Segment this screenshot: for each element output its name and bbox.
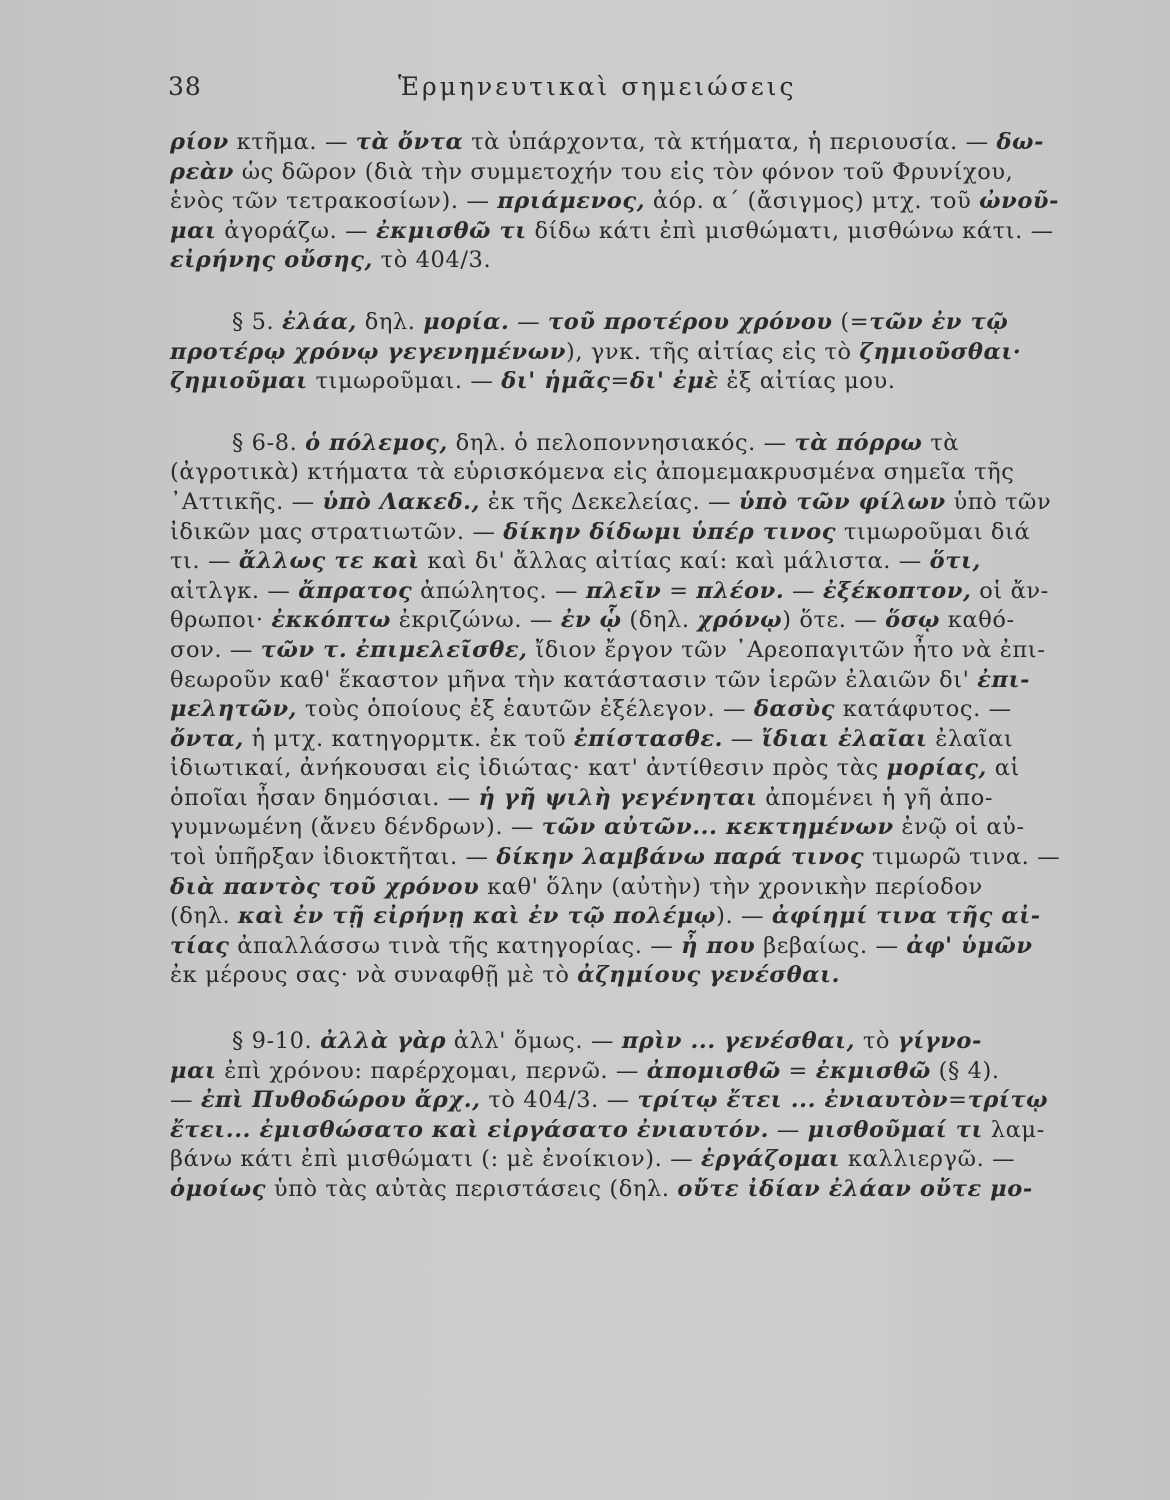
lemma: πλεῖν xyxy=(585,577,662,604)
lemma: ἐν ᾧ xyxy=(560,607,622,634)
lemma: ἔτει... ἐμισθώσατο καὶ εἰργάσατο ἐνιαυτόν. xyxy=(170,1116,770,1143)
lemma: ἀφ' ὑμῶν xyxy=(906,932,1033,959)
lemma: ἀφίημί τινα τῆς αἰ- xyxy=(771,903,1041,930)
running-title: Ἑρμηνευτικαὶ σημειώσεις xyxy=(398,72,797,101)
lemma: μορία. xyxy=(423,308,510,335)
text-line: § 5. ἐλάα, δηλ. μορία. — τοῦ προτέρου χρόνου (=τῶν ἐν τῷ xyxy=(232,308,1009,335)
lemma: μορίας, xyxy=(886,755,987,782)
lemma: ὅτι, xyxy=(929,548,981,575)
text-line: ὁμοίως ὑπὸ τὰς αὐτὰς περιστάσεις (δηλ. οὔτε ἰδίαν ἐλάαν οὔτε μο- xyxy=(170,1176,1033,1202)
lemma: ἐπὶ Πυθοδώρου ἄρχ., xyxy=(200,1087,481,1114)
page-header xyxy=(168,72,838,112)
lemma: μισθοῦμαί τι xyxy=(807,1116,983,1143)
text-line: § 6-8. ὁ πόλεμος, δηλ. ὁ πελοποννησιακός. — τὰ πόρρω τὰ xyxy=(232,429,960,456)
lemma: πρὶν ... γενέσθαι, xyxy=(621,1028,856,1055)
lemma: δω- xyxy=(996,129,1045,155)
lemma: ἐκμισθῶ xyxy=(815,1057,931,1084)
text-line: θρωποι· ἐκκόπτω ἐκριζώνω. — ἐν ᾧ (δηλ. χρόνῳ) ὅτε. — ὅσῳ καθό- xyxy=(170,607,1015,634)
lemma: ρεὰν xyxy=(170,158,234,185)
paragraph-section-5 xyxy=(170,308,1120,397)
text-line: ρίον κτῆμα. — τὰ ὄντα τὰ ὑπάρχοντα, τὰ κτήματα, ἡ περιουσία. — δω- xyxy=(170,129,1045,155)
lemma: οὔτε ἰδίαν ἐλάαν οὔτε μο- xyxy=(677,1176,1033,1202)
lemma: ρίον xyxy=(170,129,229,155)
lemma: διὰ παντὸς τοῦ χρόνου xyxy=(170,873,480,900)
lemma: ὑπὸ Λακεδ., xyxy=(322,488,481,515)
text-line: ζημιοῦμαι τιμωροῦμαι. — δι' ἡμᾶς=δι' ἐμὲ ἐξ αἰτίας μου. xyxy=(170,368,896,395)
lemma: γίγνο- xyxy=(897,1028,982,1055)
lemma: χρόνῳ xyxy=(697,607,783,634)
lemma: ἐλάα, xyxy=(282,308,357,335)
text-line: τίας ἀπαλλάσσω τινὰ τῆς κατηγορίας. — ἦ που βεβαίως. — ἀφ' ὑμῶν xyxy=(170,932,1033,959)
paragraph-continuation xyxy=(170,128,1120,276)
lemma: τρίτῳ xyxy=(967,1087,1049,1114)
paragraph-section-6-8 xyxy=(170,429,1120,991)
lemma: ὅσῳ xyxy=(885,607,940,634)
text-line: θεωροῦν καθ' ἕκαστον μῆνα τὴν κατάστασιν τῶν ἱερῶν ἐλαιῶν δι' ἐπι- xyxy=(170,666,1031,693)
text-line: ἰδικῶν μας στρατιωτῶν. — δίκην δίδωμι ὑπέρ τινος τιμωροῦμαι διά xyxy=(170,518,1031,545)
lemma: ἀλλὰ γὰρ xyxy=(320,1028,447,1055)
text-line: (ἀγροτικὰ) κτήματα τὰ εὑρισκόμενα εἰς ἀπομεμακρυσμένα σημεῖα τῆς xyxy=(170,459,1015,486)
lemma: δίκην δίδωμι ὑπέρ τινος xyxy=(503,518,837,545)
paragraph-section-9-10 xyxy=(170,1027,1120,1205)
text-line: ἐκ μέρους σας· νὰ συναφθῇ μὲ τὸ ἀζημίους γενέσθαι. xyxy=(170,962,841,989)
text-line: βάνω κάτι ἐπὶ μισθώματι (: μὲ ἐνοίκιον). — ἐργάζομαι καλλιεργῶ. — xyxy=(170,1146,1016,1173)
text-line: τι. — ἄλλως τε καὶ καὶ δι' ἄλλας αἰτίας καί: καὶ μάλιστα. — ὅτι, xyxy=(170,548,981,575)
lemma: μαι xyxy=(170,217,217,244)
lemma: ὁμοίως xyxy=(170,1176,267,1202)
text-line: (δηλ. καὶ ἐν τῇ εἰρήνῃ καὶ ἐν τῷ πολέμῳ). — ἀφίημί τινα τῆς αἰ- xyxy=(170,903,1041,930)
text-line: ἰδιωτικαί, ἀνήκουσαι εἰς ἰδιώτας· κατ' ἀντίθεσιν πρὸς τὰς μορίας, αἱ xyxy=(170,755,1020,782)
lemma: ὁ πόλεμος, xyxy=(305,429,448,456)
lemma: ἴδιαι ἐλαῖαι xyxy=(761,725,928,752)
text-line: τοὶ ὑπῆρξαν ἰδιοκτῆται. — δίκην λαμβάνω παρά τινος τιμωρῶ τινα. — xyxy=(170,844,1061,871)
lemma: τῶν ἐν τῷ xyxy=(869,308,1009,335)
text-line: μελητῶν, τοὺς ὁποίους ἐξ ἑαυτῶν ἐξέλεγον. — δασὺς κατάφυτος. — xyxy=(170,696,1012,723)
text-line: σον. — τῶν τ. ἐπιμελεῖσθε, ἴδιον ἔργον τῶν ᾿Αρεοπαγιτῶν ἦτο νὰ ἐπι- xyxy=(170,636,1046,663)
lemma: καὶ ἐν τῇ εἰρήνῃ καὶ ἐν τῷ πολέμῳ xyxy=(237,903,717,930)
lemma: τῶν τ. ἐπιμελεῖσθε, xyxy=(260,636,528,663)
text-line: ἑνὸς τῶν τετρακοσίων). — πριάμενος, ἀόρ. α΄ (ἄσιγμος) μτχ. τοῦ ὠνοῦ- xyxy=(170,188,1060,215)
text-line: προτέρῳ χρόνῳ γεγενημένων), γνκ. τῆς αἰτίας εἰς τὸ ζημιοῦσθαι· xyxy=(170,338,1022,365)
lemma: εἰρήνης οὔσης, xyxy=(170,247,373,274)
lemma: τῶν αὐτῶν... κεκτημένων xyxy=(541,814,894,841)
lemma: δασὺς xyxy=(753,696,836,723)
lemma: ἦ που xyxy=(681,932,756,959)
lemma: τὰ πόρρω xyxy=(794,429,923,456)
lemma: πριάμενος, xyxy=(497,188,646,215)
lemma: ὑπὸ τῶν φίλων xyxy=(738,488,946,515)
lemma: ἐκκόπτω xyxy=(271,607,392,634)
lemma: ἀζημίους γενέσθαι. xyxy=(577,962,841,989)
page-number: 38 xyxy=(168,72,202,101)
lemma: ἄπρατος xyxy=(298,577,413,604)
lemma: μαι xyxy=(170,1057,217,1084)
lemma: τοῦ προτέρου χρόνου xyxy=(547,308,833,335)
lemma: ἐκμισθῶ τι xyxy=(375,217,527,244)
lemma: τρίτῳ ἔτει ... ἐνιαυτὸν xyxy=(637,1087,949,1114)
lemma: ζημιοῦσθαι· xyxy=(859,338,1022,365)
lemma: ὄντα, xyxy=(170,725,244,752)
lemma: ἀπομισθῶ xyxy=(646,1057,781,1084)
lemma: ἄλλως τε καὶ xyxy=(238,548,420,575)
lemma: πλέον. xyxy=(696,577,785,604)
text-line: ἔτει... ἐμισθώσατο καὶ εἰργάσατο ἐνιαυτόν. — μισθοῦμαί τι λαμ- xyxy=(170,1116,1045,1143)
text-line: — ἐπὶ Πυθοδώρου ἄρχ., τὸ 404/3. — τρίτῳ ἔτει ... ἐνιαυτὸν=τρίτῳ xyxy=(170,1087,1049,1114)
lemma: τίας xyxy=(170,932,230,959)
text-line: ᾿Αττικῆς. — ὑπὸ Λακεδ., ἐκ τῆς Δεκελείας. — ὑπὸ τῶν φίλων ὑπὸ τῶν xyxy=(170,488,1052,515)
text-line: § 9-10. ἀλλὰ γὰρ ἀλλ' ὅμως. — πρὶν ... γενέσθαι, τὸ γίγνο- xyxy=(232,1028,982,1055)
lemma: δι' ἐμὲ xyxy=(629,368,719,395)
lemma: ἐπίστασθε. xyxy=(573,725,724,752)
text-line: διὰ παντὸς τοῦ χρόνου καθ' ὅλην (αὐτὴν) τὴν χρονικὴν περίοδον xyxy=(170,873,983,900)
lemma: ἐργάζομαι xyxy=(700,1146,841,1173)
commentary-body xyxy=(170,128,1120,1205)
text-line: ὁποῖαι ἦσαν δημόσιαι. — ἡ γῆ ψιλὴ γεγένηται ἀπομένει ἡ γῆ ἀπο- xyxy=(170,784,994,811)
text-line: ρεὰν ὡς δῶρον (διὰ τὴν συμμετοχήν του εἰς τὸν φόνον τοῦ Φρυνίχου, xyxy=(170,158,1014,185)
text-line: εἰρήνης οὔσης, τὸ 404/3. xyxy=(170,247,492,274)
lemma: ζημιοῦμαι xyxy=(170,368,308,395)
lemma: προτέρῳ χρόνῳ γεγενημένων xyxy=(170,338,566,365)
lemma: ἐξέκοπτον, xyxy=(822,577,972,604)
lemma: τὰ ὄντα xyxy=(355,129,464,155)
text-line: ὄντα, ἡ μτχ. κατηγορμτκ. ἐκ τοῦ ἐπίστασθε. — ἴδιαι ἐλαῖαι ἐλαῖαι xyxy=(170,725,1014,752)
text-line: αἰτλγκ. — ἄπρατος ἀπώλητος. — πλεῖν = πλέον. — ἐξέκοπτον, οἱ ἄν- xyxy=(170,577,1049,604)
lemma: δίκην λαμβάνω παρά τινος xyxy=(496,844,865,871)
lemma: ἡ γῆ ψιλὴ γεγένηται xyxy=(478,784,758,811)
text-line: μαι ἐπὶ χρόνου: παρέρχομαι, περνῶ. — ἀπομισθῶ = ἐκμισθῶ (§ 4). xyxy=(170,1057,1000,1084)
lemma: δι' ἡμᾶς xyxy=(501,368,611,395)
text-line: γυμνωμένη (ἄνευ δένδρων). — τῶν αὐτῶν... κεκτημένων ἐνῷ οἱ αὐ- xyxy=(170,814,1025,841)
lemma: ὠνοῦ- xyxy=(979,188,1060,215)
lemma: ἐπι- xyxy=(977,666,1031,693)
text-line: μαι ἀγοράζω. — ἐκμισθῶ τι δίδω κάτι ἐπὶ μισθώματι, μισθώνω κάτι. — xyxy=(170,217,1054,244)
lemma: μελητῶν, xyxy=(170,696,298,723)
